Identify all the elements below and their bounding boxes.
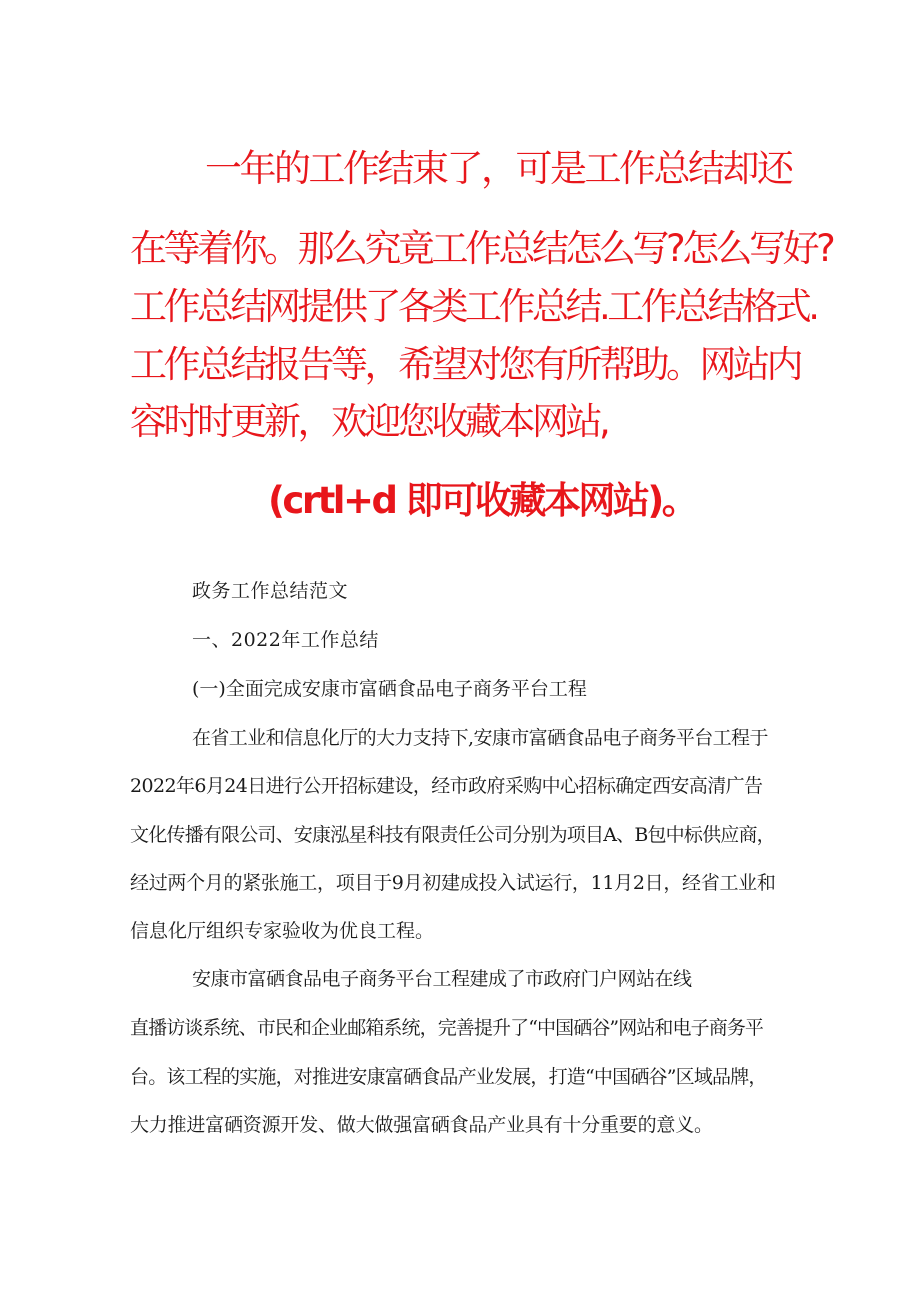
paragraph-1-line-3: 文化传播有限公司、安康泓星科技有限责任公司分别为项目A、B包中标供应商， (130, 824, 775, 846)
banner-line-6: (crtl+d 即可收藏本网站)。 (268, 479, 697, 522)
paragraph-1-line-2: 2022年6月24日进行公开招标建设，经市政府采购中心招标确定西安高清广告 (130, 775, 763, 797)
banner-line-1: 一年的工作结束了，可是工作总结却还 (205, 147, 792, 190)
paragraph-2-line-4: 大力推进富硒资源开发、做大做强富硒食品产业具有十分重要的意义。 (130, 1114, 713, 1136)
doc-title: 政务工作总结范文 (192, 580, 349, 602)
subsection-heading-1: (一)全面完成安康市富硒食品电子商务平台工程 (192, 678, 587, 700)
paragraph-1-line-5: 信息化厅组织专家验收为优良工程。 (130, 920, 435, 942)
section-heading-1: 一、2022年工作总结 (192, 629, 379, 651)
paragraph-2-line-1: 安康市富硒食品电子商务平台工程建成了市政府门户网站在线 (192, 968, 692, 990)
banner-line-5: 容时时更新，欢迎您收藏本网站, (130, 400, 608, 443)
banner-line-2: 在等着你。那么究竟工作总结怎么写?怎么写好? (130, 227, 833, 270)
banner-line-4: 工作总结报告等，希望对您有所帮助。网站内 (130, 343, 800, 386)
banner-line-3: 工作总结网提供了各类工作总结.工作总结格式. (130, 285, 817, 328)
paragraph-2-line-2: 直播访谈系统、市民和企业邮箱系统，完善提升了“中国硒谷”网站和电子商务平 (130, 1017, 764, 1039)
paragraph-2-line-3: 台。该工程的实施，对推进安康富硒食品产业发展，打造“中国硒谷”区域品牌， (130, 1066, 767, 1088)
paragraph-1-line-1: 在省工业和信息化厅的大力支持下,安康市富硒食品电子商务平台工程于 (192, 727, 768, 749)
paragraph-1-line-4: 经过两个月的紧张施工，项目于9月初建成投入试运行，11月2日，经省工业和 (130, 872, 776, 894)
